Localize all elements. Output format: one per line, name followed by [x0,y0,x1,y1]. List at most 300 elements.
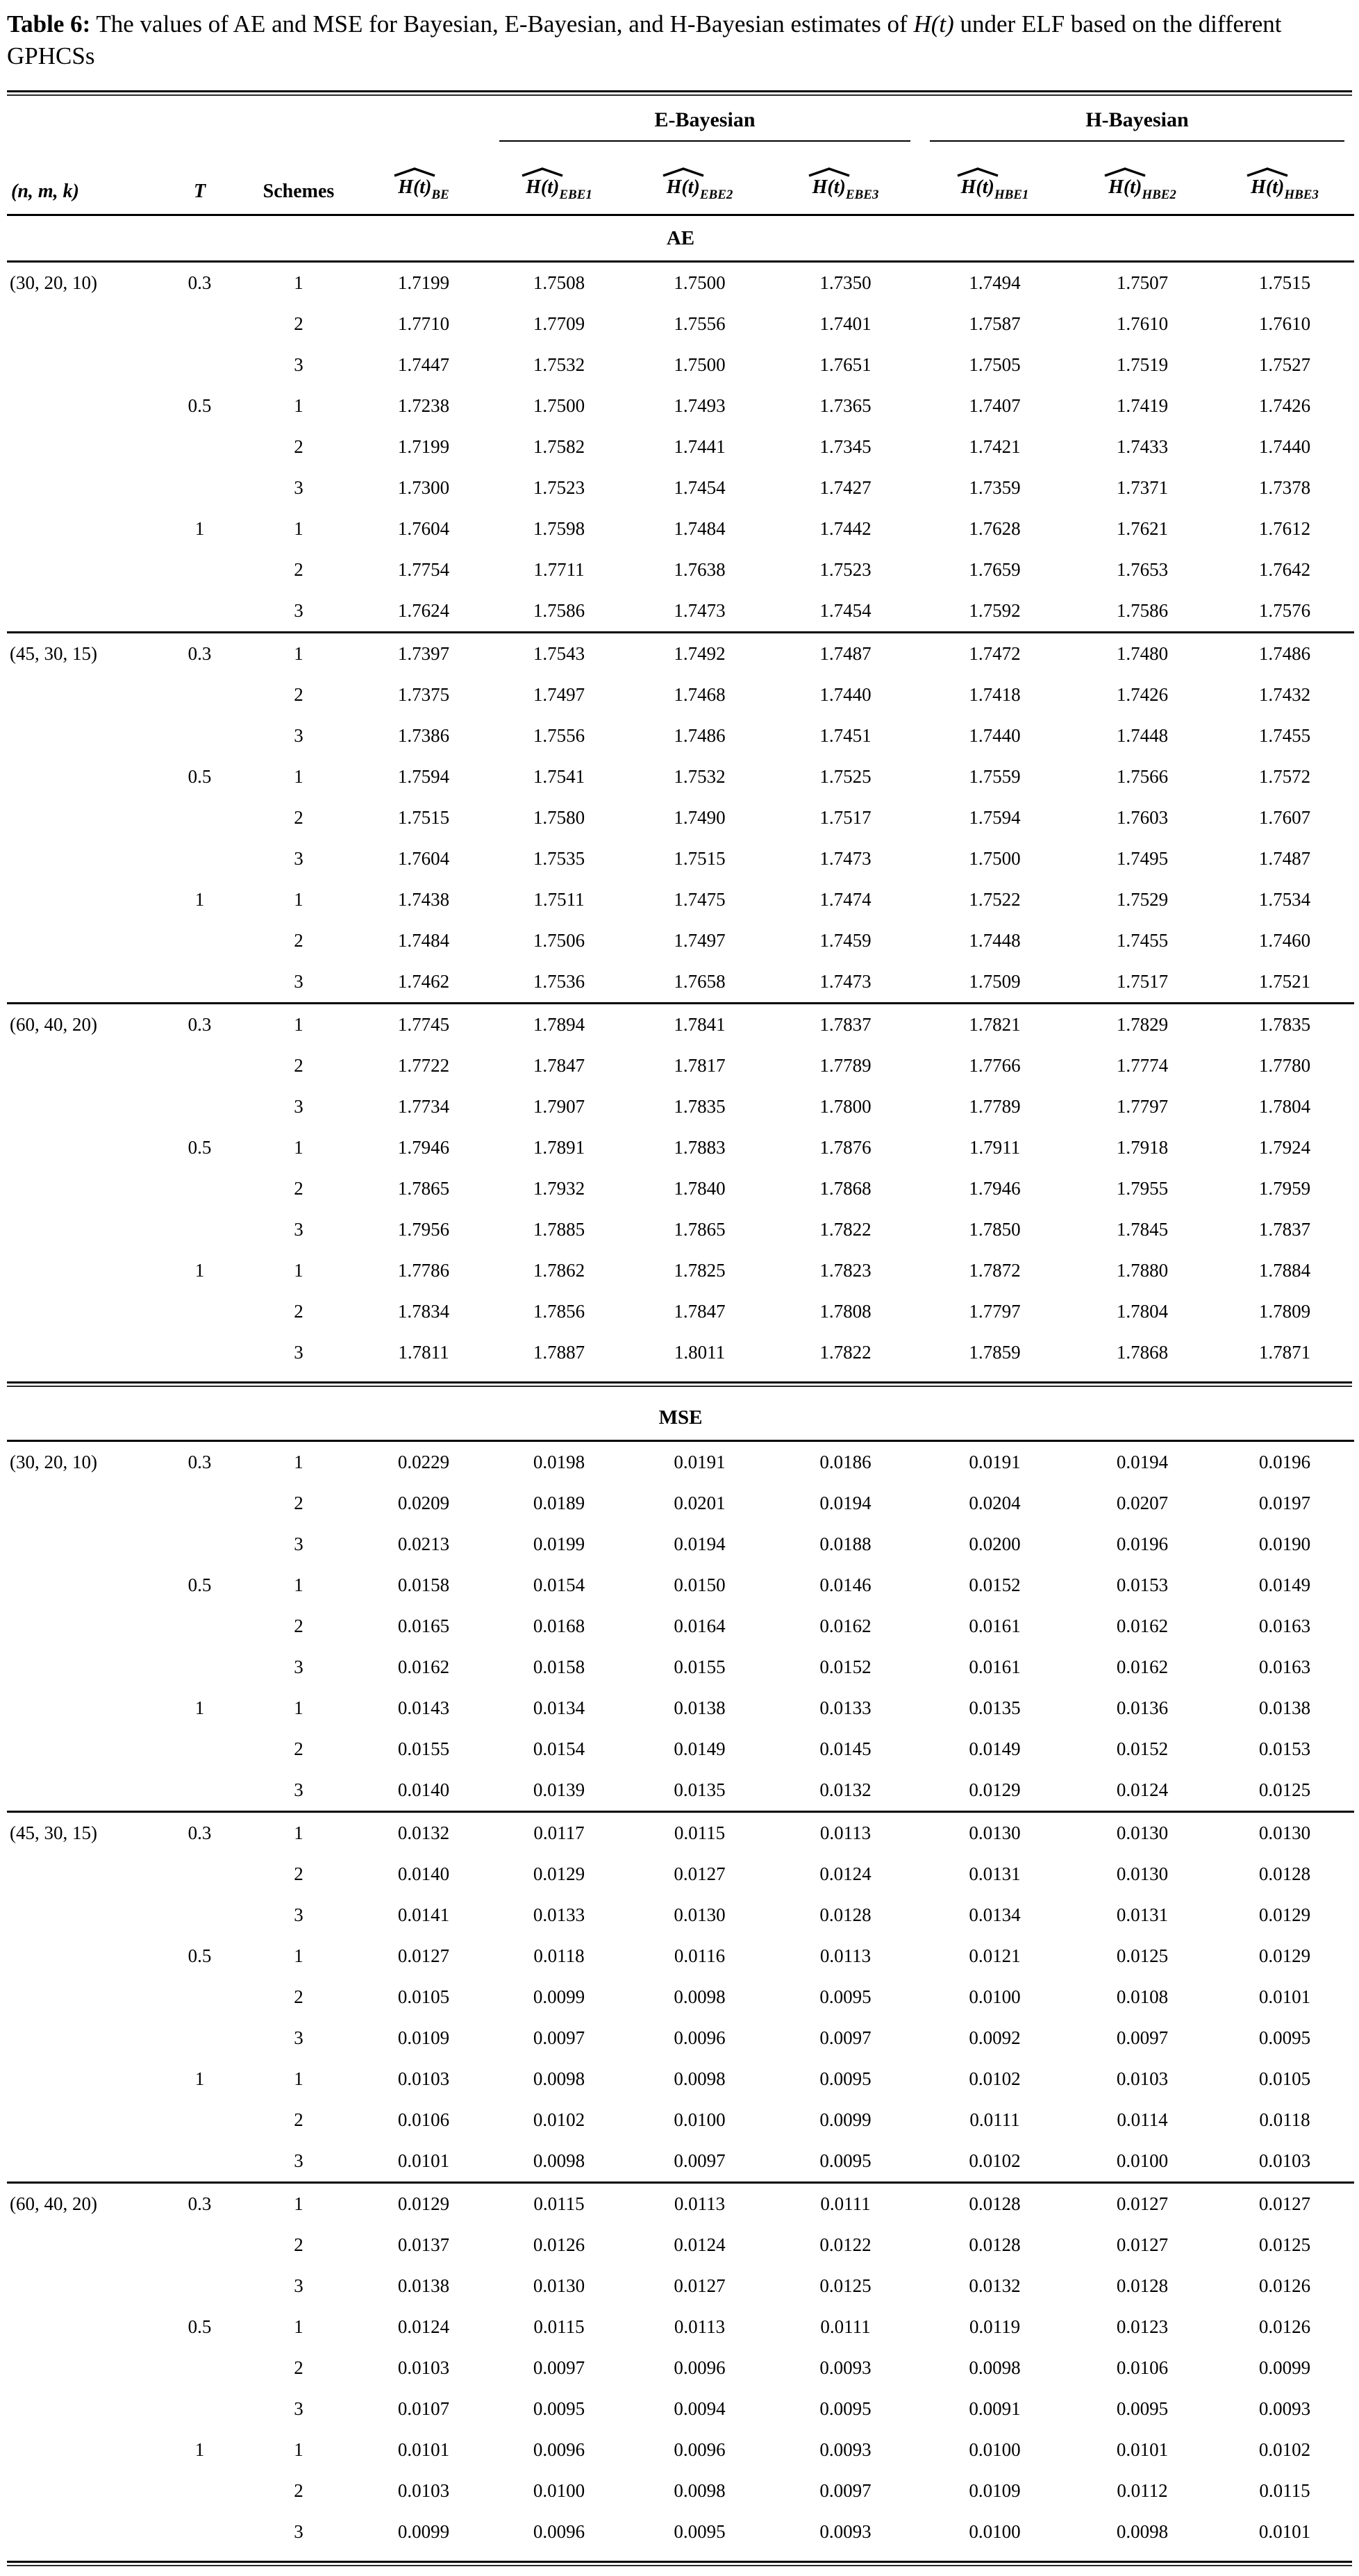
value-cell: 1.7419 [1116,395,1169,416]
value-cell: 0.0130 [920,1812,1069,1854]
nmk-cell [7,2348,160,2388]
value-cell: 0.0096 [533,2439,585,2460]
value-cell: 1.7497 [533,684,585,705]
estimator-subscript: HBE2 [1142,188,1176,202]
t-cell [160,2348,240,2388]
value-cell: 0.0153 [1258,1738,1311,1759]
nmk-cell [7,1045,160,1086]
scheme-cell: 3 [294,2275,303,2296]
value-cell: 0.0115 [1259,2480,1310,2501]
value-cell: 0.0137 [397,2234,450,2255]
value-cell: 0.0150 [674,1574,726,1595]
value-cell: 1.7441 [674,436,726,457]
value-cell: 1.7604 [397,518,450,539]
value-cell: 0.0123 [1116,2316,1169,2337]
value-cell: 0.0146 [819,1574,872,1595]
value-cell: 1.7507 [1116,272,1169,293]
widehat-icon [956,167,999,177]
value-cell: 0.0121 [969,1945,1021,1966]
value-cell: 1.7865 [674,1219,726,1240]
value-cell: 1.7527 [1258,354,1311,375]
value-cell: 0.0101 [1258,1986,1311,2007]
nmk-cell: (45, 30, 15) [7,633,160,675]
value-cell: 1.7840 [674,1178,726,1199]
nmk-cell [7,1854,160,1895]
t-cell [160,1606,240,1647]
value-cell: 0.0213 [397,1534,450,1554]
value-cell: 1.7371 [1116,477,1169,498]
scheme-cell: 3 [294,2150,303,2171]
table-row [7,426,1354,467]
scheme-cell: 1 [240,633,358,675]
table-row [7,2307,1354,2348]
value-cell: 0.0201 [674,1493,726,1513]
value-cell: 1.7386 [397,725,450,746]
scheme-cell: 3 [294,600,303,621]
value-cell: 1.7345 [819,436,872,457]
value-cell: 1.7525 [819,766,872,787]
scheme-cell: 1 [294,395,303,416]
value-cell: 0.0209 [397,1493,450,1513]
value-cell: 0.0132 [969,2275,1021,2296]
value-cell: 1.7817 [674,1055,726,1076]
nmk-cell [7,715,160,756]
table-row [7,2225,1354,2266]
value-cell: 0.0152 [969,1574,1021,1595]
scheme-cell: 2 [294,1863,303,1884]
value-cell: 0.0118 [533,1945,585,1966]
value-cell: 0.0097 [819,2480,872,2501]
value-cell: 1.7515 [674,848,726,869]
scheme-cell: 1 [294,518,303,539]
value-cell: 1.7418 [969,684,1021,705]
value-cell: 0.0102 [533,2109,585,2130]
scheme-cell: 1 [240,1812,358,1854]
nmk-cell [7,2266,160,2307]
scheme-cell: 1 [294,1137,303,1158]
value-cell: 1.7847 [674,1301,726,1322]
t-cell: 1 [194,2068,205,2089]
value-cell: 1.7199 [397,272,450,293]
table-row [7,304,1354,344]
value-cell: 1.7451 [819,725,872,746]
value-cell: 1.7884 [1258,1260,1311,1281]
value-cell: 1.7378 [1258,477,1311,498]
value-cell: 1.7401 [819,313,872,334]
value-cell: 1.7603 [1116,807,1169,828]
value-cell: 1.7734 [397,1096,450,1117]
value-cell: 0.0096 [674,2357,726,2378]
nmk-cell [7,1291,160,1332]
t-cell [160,549,240,590]
t-cell: 0.5 [187,1137,212,1158]
table-row [7,508,1354,549]
value-cell: 1.7891 [533,1137,585,1158]
nmk-cell [7,756,160,797]
value-cell: 0.0097 [674,2150,726,2171]
value-cell: 0.0098 [533,2068,585,2089]
data-group [7,1004,1354,1374]
section-label-row [7,215,1354,262]
table-row [7,590,1354,633]
estimator-base: H(t) [812,176,846,198]
table-row [7,797,1354,838]
value-cell: 0.0130 [1215,1812,1354,1854]
value-cell: 1.7495 [1116,848,1169,869]
nmk-cell [7,1168,160,1209]
value-cell: 0.0093 [819,2521,872,2542]
value-cell: 0.0158 [533,1656,585,1677]
value-cell: 0.0101 [1258,2521,1311,2542]
value-cell: 1.7658 [674,971,726,992]
value-cell: 0.0127 [674,1863,726,1884]
col-header-t: T [160,142,240,215]
value-cell: 1.7604 [397,848,450,869]
value-cell: 0.0115 [490,2183,628,2225]
section-divider-rule [7,1381,1352,1387]
t-cell [160,2470,240,2511]
value-cell: 1.7487 [771,633,920,675]
value-cell: 1.7397 [358,633,490,675]
value-cell: 1.7856 [533,1301,585,1322]
value-cell: 1.7885 [533,1219,585,1240]
value-cell: 0.0100 [674,2109,726,2130]
estimator-symbol [667,176,700,199]
value-cell: 1.7887 [533,1342,585,1363]
value-cell: 1.7475 [674,889,726,910]
nmk-cell [7,1565,160,1606]
value-cell: 1.7448 [1116,725,1169,746]
value-cell: 1.7789 [969,1096,1021,1117]
value-cell: 0.0100 [969,2521,1021,2542]
value-cell: 1.7509 [969,971,1021,992]
table-row [7,2511,1354,2552]
value-cell: 1.7426 [1258,395,1311,416]
table-row [7,1977,1354,2018]
value-cell: 0.0097 [533,2357,585,2378]
t-cell: 0.5 [187,2316,212,2337]
value-cell: 1.7594 [397,766,450,787]
table-row [7,961,1354,1004]
value-cell: 0.0135 [674,1779,726,1800]
table-row [7,1729,1354,1770]
t-cell [160,2100,240,2141]
value-cell: 1.7862 [533,1260,585,1281]
value-cell: 1.7490 [674,807,726,828]
value-cell: 0.0134 [533,1697,585,1718]
value-cell: 1.7834 [397,1301,450,1322]
value-cell: 1.7811 [398,1342,449,1363]
value-cell: 1.7709 [533,313,585,334]
value-cell: 1.7865 [397,1178,450,1199]
col-header-nmk: (n, m, k) [7,142,160,215]
scheme-cell: 1 [294,272,303,293]
nmk-cell [7,590,160,633]
scheme-cell: 3 [294,1219,303,1240]
scheme-cell: 2 [294,2234,303,2255]
value-cell: 0.0165 [397,1615,450,1636]
value-cell: 1.7468 [674,684,726,705]
value-cell: 1.7497 [674,930,726,951]
value-cell: 0.0093 [819,2439,872,2460]
table-row [7,385,1354,426]
value-cell: 0.0196 [1116,1534,1169,1554]
scheme-cell: 3 [294,477,303,498]
value-cell: 0.0204 [969,1493,1021,1513]
scheme-cell: 2 [294,2480,303,2501]
table-row [7,756,1354,797]
estimator-subscript: HBE1 [994,188,1029,202]
estimator-symbol [398,176,431,199]
t-cell [160,1770,240,1812]
value-cell: 1.7924 [1258,1137,1311,1158]
value-cell: 0.0128 [819,1904,872,1925]
estimator-symbol [812,176,846,199]
value-cell: 0.0124 [819,1863,872,1884]
t-cell: 1 [194,1697,205,1718]
value-cell: 1.7432 [1258,684,1311,705]
value-cell: 0.0126 [1258,2316,1311,2337]
value-cell: 0.0162 [397,1656,450,1677]
value-cell: 1.7598 [533,518,585,539]
value-cell: 1.7956 [397,1219,450,1240]
scheme-cell: 1 [294,1260,303,1281]
estimator-base: H(t) [960,176,994,198]
estimator-base: H(t) [398,176,432,198]
value-cell: 0.0115 [628,1812,771,1854]
value-cell: 1.7511 [533,889,585,910]
value-cell: 0.0100 [969,1986,1021,2007]
value-cell: 0.0129 [969,1779,1021,1800]
value-cell: 1.7946 [969,1178,1021,1199]
value-cell: 1.7607 [1258,807,1311,828]
value-cell: 0.0191 [969,1452,1021,1472]
widehat-icon [393,167,436,177]
value-cell: 1.7572 [1258,766,1311,787]
scheme-cell: 2 [294,436,303,457]
value-cell: 1.7659 [969,559,1021,580]
scheme-cell: 1 [294,2068,303,2089]
value-cell: 1.7918 [1116,1137,1169,1158]
value-cell: 1.7822 [819,1219,872,1240]
value-cell: 1.7505 [969,354,1021,375]
nmk-cell [7,838,160,879]
nmk-cell [7,304,160,344]
nmk-cell [7,1524,160,1565]
value-cell: 1.7612 [1258,518,1311,539]
value-cell: 0.0186 [819,1452,872,1472]
value-cell: 0.0168 [533,1615,585,1636]
t-cell [160,2266,240,2307]
value-cell: 1.7587 [969,313,1021,334]
t-cell: 1 [194,2439,205,2460]
section-label-cell: AE [7,215,1354,262]
nmk-cell [7,549,160,590]
col-header-hbe1 [920,142,1069,215]
nmk-cell: (45, 30, 15) [7,1812,160,1854]
value-cell: 0.0229 [397,1452,450,1472]
value-cell: 1.7487 [1258,848,1311,869]
value-cell: 0.0097 [819,2027,872,2048]
value-cell: 1.7847 [533,1055,585,1076]
value-cell: 0.0095 [819,1986,872,2007]
t-cell: 0.3 [160,1004,240,1046]
nmk-cell [7,797,160,838]
t-cell [160,1086,240,1127]
value-cell: 0.0134 [969,1904,1021,1925]
caption-label: Table 6: [7,10,91,38]
scheme-cell: 1 [294,2439,303,2460]
estimator-base: H(t) [1108,176,1142,198]
table-row [7,920,1354,961]
value-cell: 1.7835 [1215,1004,1354,1046]
scheme-cell: 1 [294,1945,303,1966]
estimator-subscript: BE [431,188,449,202]
value-cell: 1.7576 [1258,600,1311,621]
value-cell: 1.7460 [1258,930,1311,951]
value-cell: 1.7521 [1258,971,1311,992]
value-cell: 1.7500 [533,395,585,416]
table-row [7,2348,1354,2388]
value-cell: 0.0098 [969,2357,1021,2378]
table-row [7,1524,1354,1565]
value-cell: 1.7534 [1258,889,1311,910]
t-cell: 0.5 [187,395,212,416]
value-cell: 1.7722 [397,1055,450,1076]
nmk-cell [7,1250,160,1291]
value-cell: 0.0100 [533,2480,585,2501]
value-cell: 1.7459 [819,930,872,951]
col-header-be [358,142,490,215]
table-row [7,2141,1354,2183]
nmk-cell [7,2470,160,2511]
t-cell [160,1332,240,1373]
value-cell: 0.0132 [819,1779,872,1800]
table-row [7,2183,1354,2225]
value-cell: 1.7473 [674,600,726,621]
t-cell [160,2388,240,2429]
scheme-cell: 2 [294,2109,303,2130]
value-cell: 0.0190 [1258,1534,1311,1554]
scheme-cell: 2 [294,2357,303,2378]
value-cell: 0.0141 [397,1904,450,1925]
value-cell: 1.7455 [1116,930,1169,951]
value-cell: 0.0162 [819,1615,872,1636]
value-cell: 0.0116 [674,1945,726,1966]
value-cell: 0.0103 [1258,2150,1311,2171]
value-cell: 0.0155 [397,1738,450,1759]
nmk-cell [7,508,160,549]
value-cell: 1.7455 [1258,725,1311,746]
estimator-base: H(t) [526,176,560,198]
value-cell: 1.7829 [1069,1004,1215,1046]
estimator-subscript: EBE2 [699,188,733,202]
table-row [7,2470,1354,2511]
t-cell [160,797,240,838]
value-cell: 0.0140 [397,1863,450,1884]
value-cell: 0.0128 [1116,2275,1169,2296]
t-cell [160,2141,240,2183]
value-cell: 1.7754 [397,559,450,580]
value-cell: 0.0103 [397,2357,450,2378]
value-cell: 0.0101 [397,2150,450,2171]
table-row [7,1895,1354,1936]
value-cell: 0.0163 [1258,1656,1311,1677]
table-row [7,1606,1354,1647]
value-cell: 0.0124 [397,2316,450,2337]
value-cell: 1.7880 [1116,1260,1169,1281]
value-cell: 0.0097 [533,2027,585,2048]
value-cell: 1.7515 [1258,272,1311,293]
value-cell: 1.7766 [969,1055,1021,1076]
value-cell: 1.7804 [1116,1301,1169,1322]
value-cell: 0.0125 [1116,1945,1169,1966]
value-cell: 0.0106 [1116,2357,1169,2378]
scheme-cell: 3 [294,2398,303,2419]
value-cell: 1.7841 [628,1004,771,1046]
t-cell: 0.5 [187,1945,212,1966]
value-cell: 1.7442 [819,518,872,539]
estimator-symbol [526,176,559,199]
table-6-ae-section [7,96,1354,1373]
value-cell: 1.7837 [771,1004,920,1046]
t-cell [160,590,240,633]
value-cell: 1.7508 [533,272,585,293]
value-cell: 0.0092 [969,2027,1021,2048]
value-cell: 1.7515 [397,807,450,828]
widehat-icon [1246,167,1289,177]
value-cell: 0.0138 [1258,1697,1311,1718]
value-cell: 1.7797 [1116,1096,1169,1117]
value-cell: 0.0194 [819,1493,872,1513]
value-cell: 0.0194 [674,1534,726,1554]
value-cell: 0.0114 [1117,2109,1168,2130]
nmk-cell: (60, 40, 20) [7,2183,160,2225]
scheme-cell: 3 [294,1096,303,1117]
value-cell: 0.0154 [533,1574,585,1595]
t-cell [160,838,240,879]
value-cell: 0.0131 [1116,1904,1169,1925]
table-top-rule [7,90,1352,96]
value-cell: 1.7486 [1215,633,1354,675]
table-6-mse-section [7,1395,1354,2552]
value-cell: 0.0117 [490,1812,628,1854]
value-cell: 0.0126 [533,2234,585,2255]
nmk-cell [7,1647,160,1688]
value-cell: 1.7473 [819,971,872,992]
value-cell: 0.0138 [397,2275,450,2296]
value-cell: 0.0127 [1116,2234,1169,2255]
value-cell: 0.0099 [397,2521,450,2542]
table-row [7,344,1354,385]
value-cell: 1.7804 [1258,1096,1311,1117]
t-cell [160,1483,240,1524]
section-label-ae [7,215,1354,262]
value-cell: 1.7492 [628,633,771,675]
value-cell: 0.0127 [674,2275,726,2296]
scheme-cell: 3 [294,354,303,375]
value-cell: 0.0207 [1116,1493,1169,1513]
value-cell: 1.7556 [533,725,585,746]
table-row [7,2429,1354,2470]
scheme-cell: 3 [294,848,303,869]
value-cell: 0.0194 [1116,1452,1169,1472]
nmk-cell [7,1332,160,1373]
nmk-cell [7,1688,160,1729]
table-row [7,1209,1354,1250]
value-cell: 1.7610 [1258,313,1311,334]
value-cell: 0.0125 [1258,1779,1311,1800]
